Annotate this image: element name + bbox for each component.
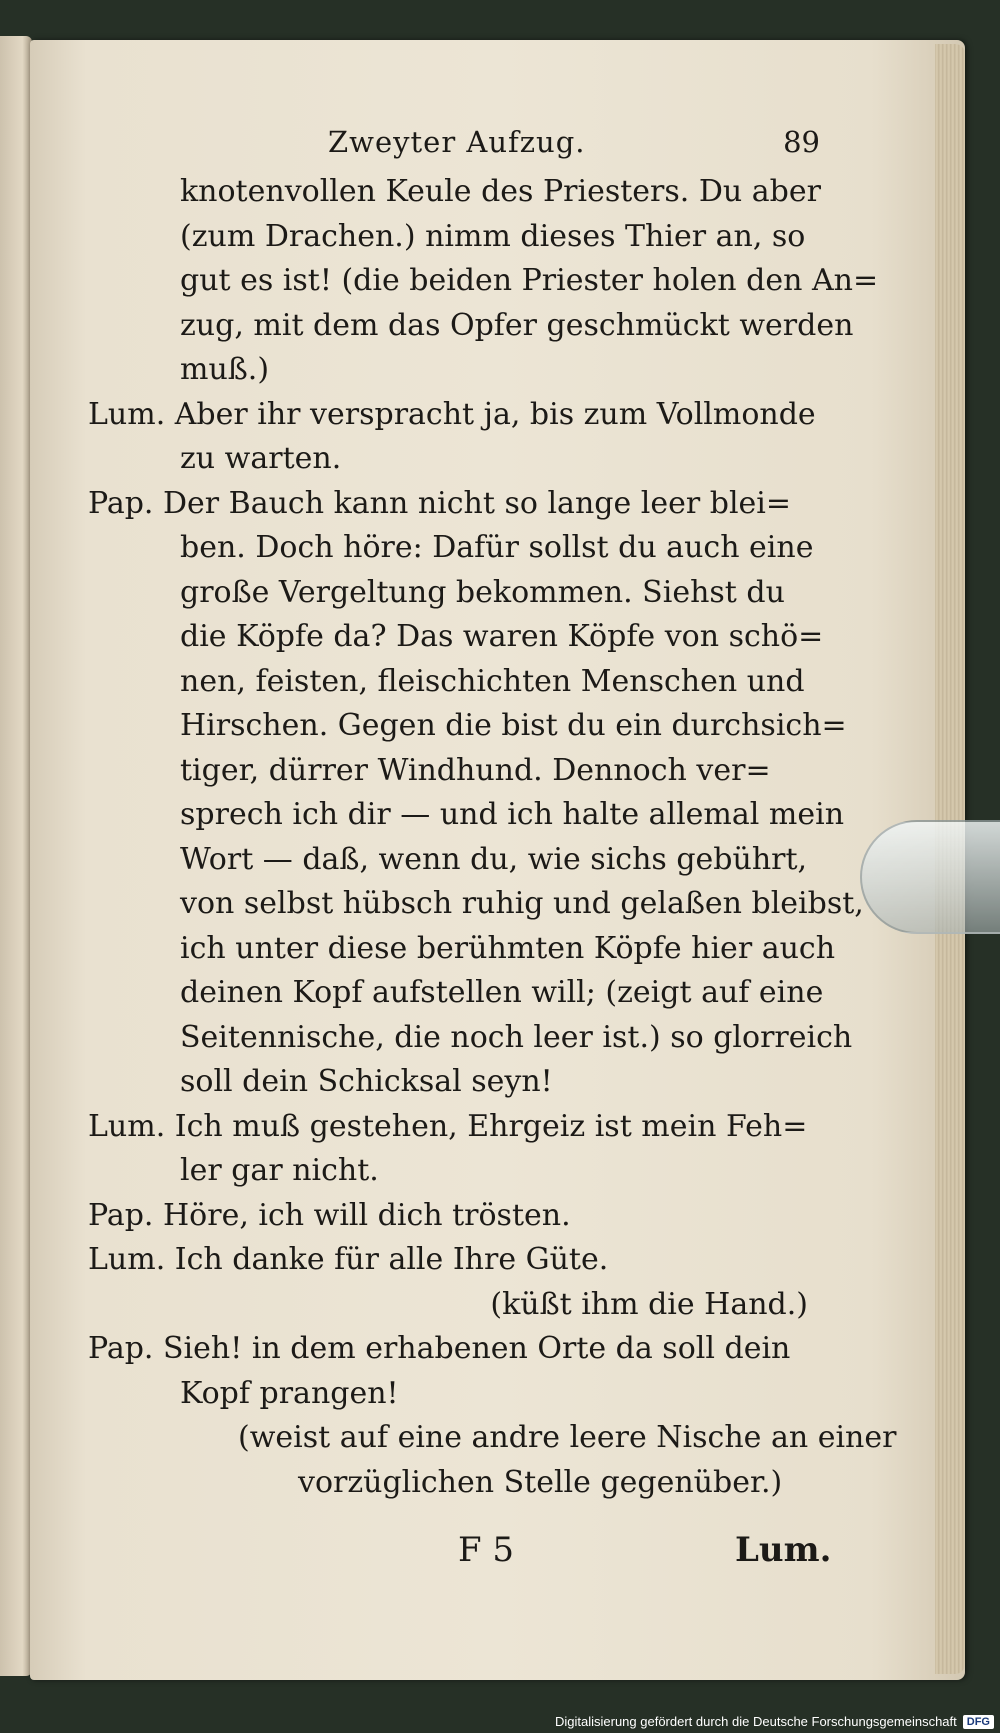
text-lines <box>88 170 897 1505</box>
text-line: Pap. Höre, ich will dich trösten. <box>88 1197 571 1233</box>
text-line: (weist auf eine andre leere Nische an einer <box>238 1420 897 1455</box>
text-line: Kopf prangen! <box>180 1375 399 1411</box>
previous-page-edge <box>0 36 32 1676</box>
text-line: gut es ist! (die beiden Priester holen den An= <box>180 263 879 298</box>
text-line: ler gar nicht. <box>180 1153 379 1188</box>
signature-mark: F 5 <box>458 1530 515 1570</box>
footer-credit: Digitalisierung gefördert durch die Deutsche Forschungsgemeinschaft <box>554 1714 957 1729</box>
text-line: zu warten. <box>180 441 342 476</box>
text-line: knotenvollen Keule des Priesters. Du aber <box>180 174 821 209</box>
text-line: tiger, dürrer Windhund. Dennoch ver= <box>180 752 771 788</box>
text-line: die Köpfe da? Das waren Köpfe von schö= <box>180 619 824 654</box>
glass-clip <box>860 820 1000 934</box>
text-line: soll dein Schicksal seyn! <box>180 1064 553 1099</box>
text-line: muß.) <box>180 352 270 387</box>
text-line: Lum. Ich danke für alle Ihre Güte. <box>88 1242 609 1277</box>
text-line: (küßt ihm die Hand.) <box>490 1286 808 1322</box>
text-line: (zum Drachen.) nimm dieses Thier an, so <box>180 218 806 254</box>
text-line: Wort — daß, wenn du, wie sichs gebührt, <box>180 841 808 877</box>
dfg-logo: DFG <box>963 1715 994 1729</box>
text-line: zug, mit dem das Opfer geschmückt werden <box>180 307 854 343</box>
text-line: Lum. Aber ihr verspracht ja, bis zum Vollmonde <box>88 396 816 432</box>
text-line: Seitennische, die noch leer ist.) so glorreich <box>180 1019 853 1055</box>
text-line: Lum. Ich muß gestehen, Ehrgeiz ist mein Feh= <box>88 1108 808 1144</box>
text-line: große Vergeltung bekommen. Siehst du <box>180 574 785 610</box>
text-line: sprech ich dir — und ich halte allemal mein <box>180 797 845 832</box>
text-line: Pap. Der Bauch kann nicht so lange leer blei= <box>88 485 792 521</box>
running-head <box>88 120 828 170</box>
text-line: nen, feisten, fleischichten Menschen und <box>180 663 805 699</box>
running-title: Zweyter Aufzug. <box>328 125 586 159</box>
text-line: vorzüglichen Stelle gegenüber.) <box>298 1464 783 1500</box>
catchword: Lum. <box>735 1530 832 1570</box>
text-line: ich unter diese berühmten Köpfe hier auch <box>180 930 836 966</box>
text-line: Pap. Sieh! in dem erhabenen Orte da soll dein <box>88 1331 791 1366</box>
text-line: ben. Doch höre: Dafür sollst du auch eine <box>180 530 814 565</box>
text-line: Hirschen. Gegen die bist du ein durchsich= <box>180 708 847 743</box>
page-number: 89 <box>783 125 820 159</box>
page-text <box>88 120 897 1505</box>
text-line: deinen Kopf aufstellen will; (zeigt auf eine <box>180 975 824 1010</box>
text-line: von selbst hübsch ruhig und gelaßen bleibst, <box>180 886 864 921</box>
digitization-footer <box>555 1714 994 1729</box>
